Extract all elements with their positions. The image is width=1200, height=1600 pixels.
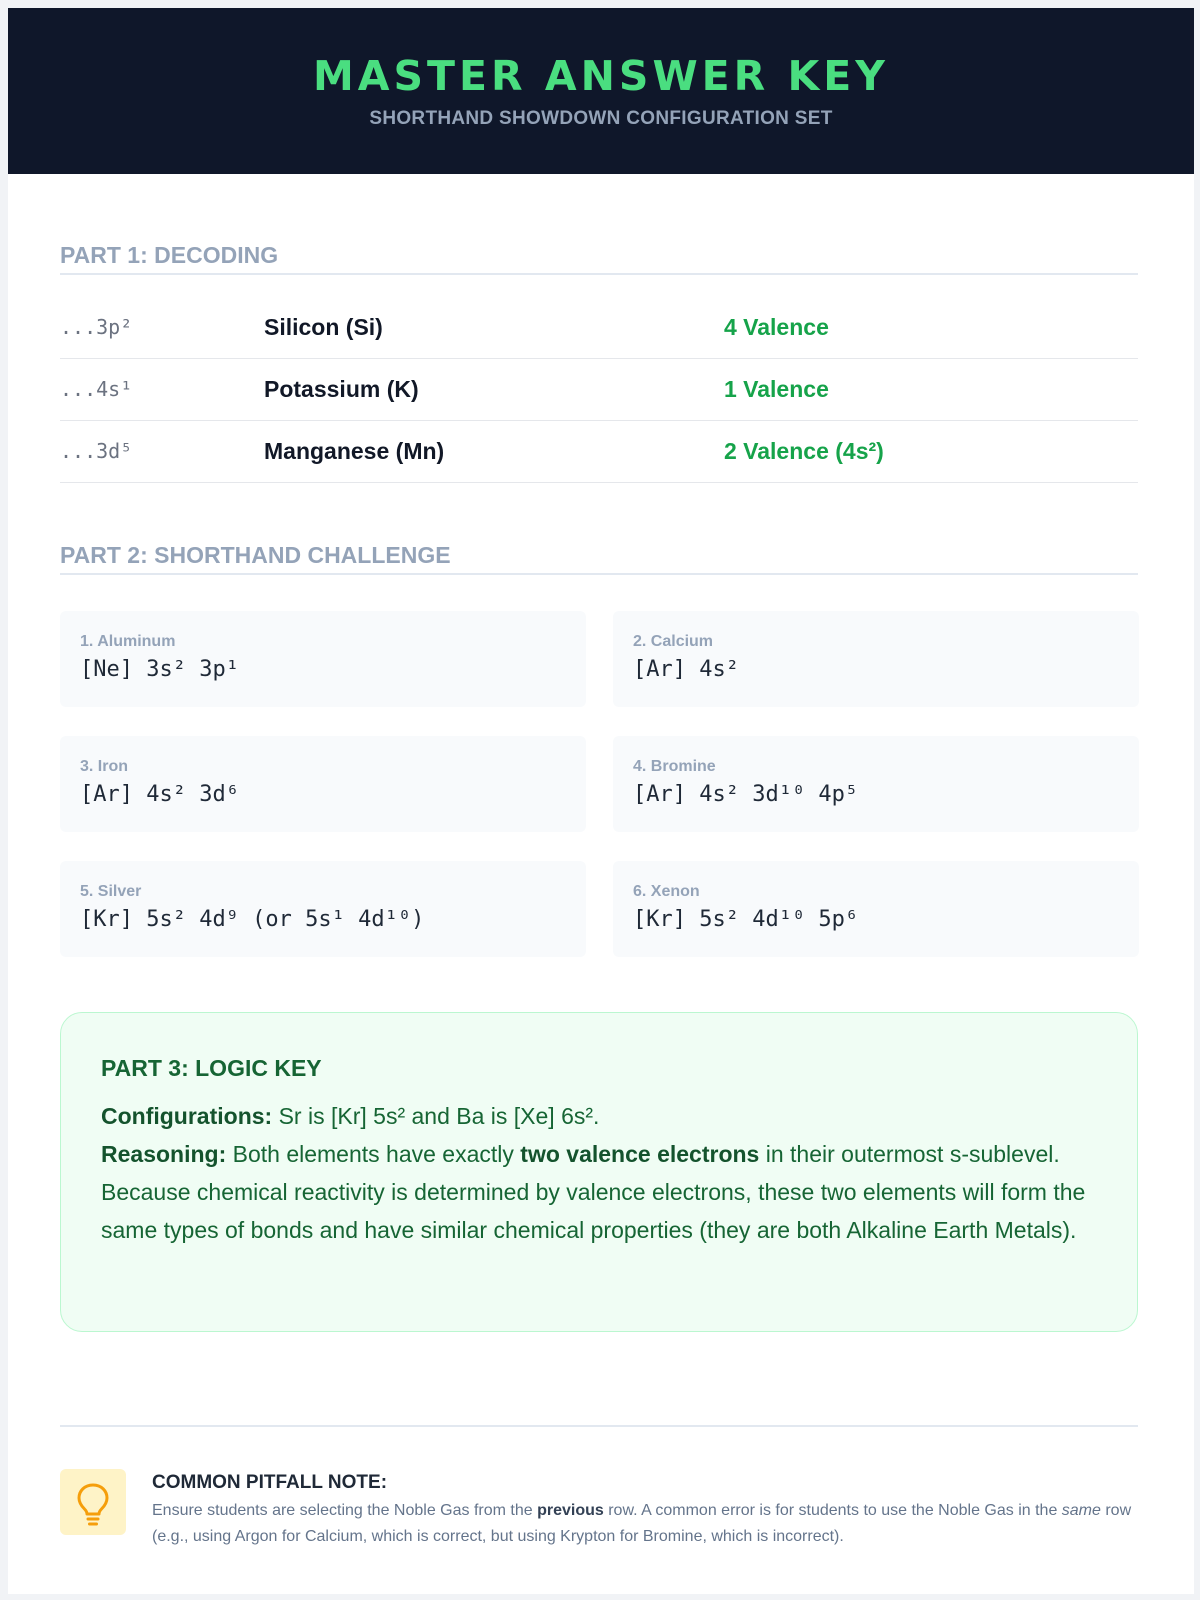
reasoning-emphasis: two valence electrons: [520, 1141, 760, 1167]
decode-valence: 1 Valence: [724, 376, 829, 402]
configurations-label: Configurations:: [101, 1103, 273, 1129]
card-label: 2. Calcium: [633, 633, 714, 650]
decode-row: [60, 360, 1138, 421]
divider: [60, 1425, 1138, 1427]
config-card: [613, 736, 1139, 832]
config-card: [60, 861, 586, 957]
card-config: [Ar] 4s²: [633, 657, 739, 682]
answer-key-sheet: [8, 8, 1194, 1594]
configurations-text: Sr is [Kr] 5s² and Ba is [Xe] 6s².: [272, 1103, 600, 1129]
config-card: [60, 736, 586, 832]
part2-title: PART 2: SHORTHAND CHALLENGE: [60, 542, 1138, 575]
card-config: [Ar] 4s² 3d¹⁰ 4p⁵: [633, 782, 859, 807]
part3-title: PART 3: LOGIC KEY: [101, 1055, 322, 1081]
pitfall-text: [152, 1498, 1138, 1550]
card-label: 5. Silver: [80, 883, 142, 900]
decode-row: [60, 422, 1138, 483]
decode-valence: 4 Valence: [724, 314, 829, 340]
logic-key-box: [60, 1012, 1138, 1332]
reasoning-label: Reasoning:: [101, 1141, 227, 1167]
lightbulb-icon: [60, 1469, 126, 1535]
config-card: [60, 611, 586, 707]
page-title: MASTER ANSWER KEY: [313, 52, 889, 100]
decode-element: Manganese (Mn): [264, 438, 445, 464]
decode-code: ...3p²: [60, 315, 133, 339]
decode-element: Silicon (Si): [264, 314, 383, 340]
decode-valence: 2 Valence (4s²): [724, 438, 884, 464]
card-config: [Ar] 4s² 3d⁶: [80, 782, 239, 807]
logic-body: [101, 1097, 1101, 1249]
reasoning-text: Both elements have exactly: [226, 1141, 521, 1167]
pitfall-text-part: row (e.g., using Argon for Calcium, which is correct, but using Krypton for Bromine, which is incorrect).: [152, 1502, 1132, 1545]
card-label: 4. Bromine: [633, 758, 716, 775]
reasoning-text: in their outermost s-sublevel. Because chemical reactivity is determined by valence electrons, these two elements will form the same types of bonds and have similar chemical properties (they are both Alkaline Earth Metals).: [101, 1141, 1086, 1243]
card-label: 3. Iron: [80, 758, 129, 775]
card-config: [Kr] 5s² 4d¹⁰ 5p⁶: [633, 907, 859, 932]
configurations-line: [101, 1097, 1101, 1135]
card-config: [Ne] 3s² 3p¹: [80, 657, 239, 682]
pitfall-italic: same: [1061, 1502, 1101, 1519]
part1-title: PART 1: DECODING: [60, 242, 1138, 275]
card-label: 1. Aluminum: [80, 633, 176, 650]
card-config: [Kr] 5s² 4d⁹ (or 5s¹ 4d¹⁰): [80, 907, 425, 932]
pitfall-text-part: row. A common error is for students to use the Noble Gas in the: [603, 1502, 1062, 1519]
pitfall-text-part: Ensure students are selecting the Noble Gas from the: [152, 1502, 538, 1519]
header: [8, 8, 1194, 174]
decode-code: ...3d⁵: [60, 439, 133, 463]
decode-code: ...4s¹: [60, 377, 133, 401]
decode-row: [60, 298, 1138, 359]
pitfall-emphasis: previous: [537, 1502, 604, 1519]
config-card: [613, 861, 1139, 957]
card-label: 6. Xenon: [633, 883, 700, 900]
page-subtitle: SHORTHAND SHOWDOWN CONFIGURATION SET: [369, 108, 833, 129]
config-card: [613, 611, 1139, 707]
pitfall-title: COMMON PITFALL NOTE:: [152, 1472, 388, 1493]
decode-element: Potassium (K): [264, 376, 419, 402]
reasoning-paragraph: [101, 1135, 1101, 1249]
